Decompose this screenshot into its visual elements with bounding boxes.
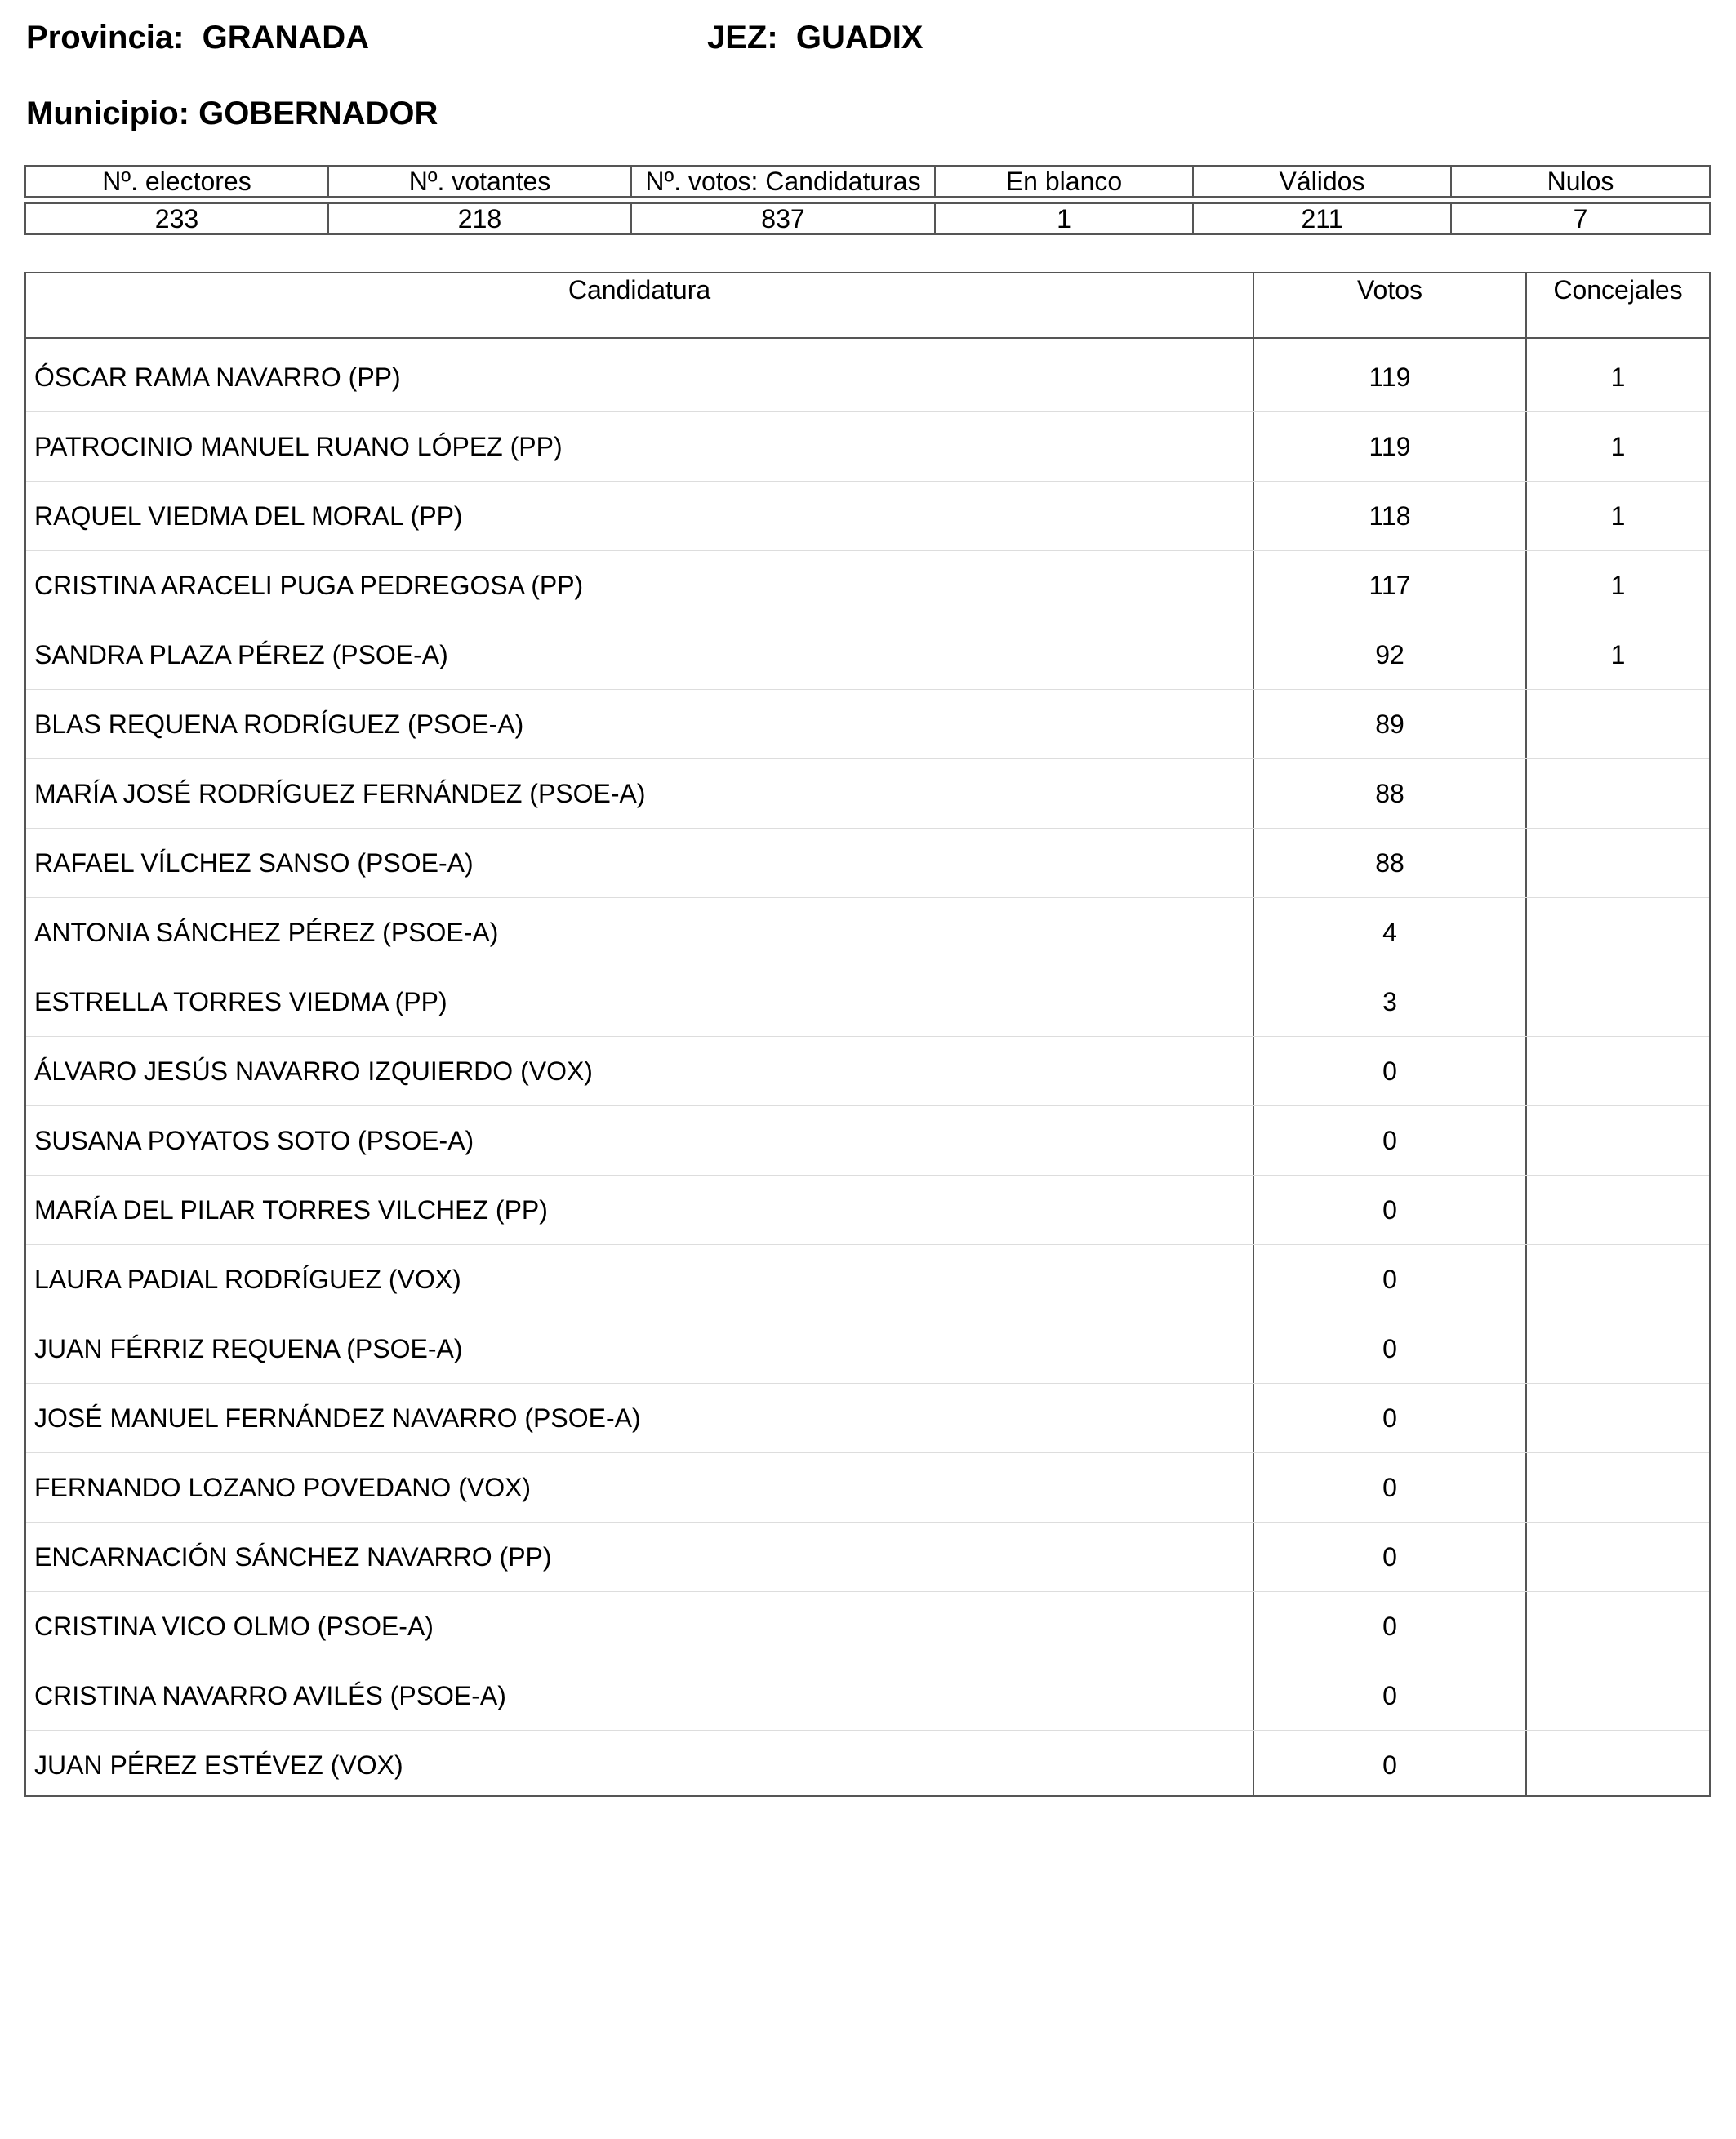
table-row: [26, 1592, 1709, 1661]
candidate-concejales: [1527, 1523, 1709, 1592]
summary-header-nulos: Nulos: [1451, 166, 1710, 197]
provincia-heading: [26, 18, 369, 57]
municipio-value: GOBERNADOR: [198, 96, 438, 131]
candidate-name: MARÍA JOSÉ RODRÍGUEZ FERNÁNDEZ (PSOE-A): [34, 779, 646, 808]
candidate-name: JUAN FÉRRIZ REQUENA (PSOE-A): [34, 1334, 463, 1363]
provincia-label: Provincia:: [26, 20, 185, 56]
summary-header-en-blanco: En blanco: [935, 166, 1193, 197]
candidate-votes: 88: [1375, 779, 1404, 808]
candidate-concejales: [1527, 1453, 1709, 1523]
candidate-concejales: [1527, 967, 1709, 1037]
candidate-votes: 119: [1369, 432, 1411, 461]
summary-value-electores: 233: [25, 203, 328, 234]
table-row: [26, 1314, 1709, 1384]
results-table: [24, 272, 1711, 1797]
candidate-concejales: [1527, 829, 1709, 898]
table-row: [26, 690, 1709, 759]
candidate-concejales: 1: [1610, 640, 1626, 669]
jez-value: GUADIX: [795, 20, 924, 56]
candidate-name: MARÍA DEL PILAR TORRES VILCHEZ (PP): [34, 1195, 548, 1225]
summary-header-votantes: Nº. votantes: [328, 166, 631, 197]
candidate-name: ÓSCAR RAMA NAVARRO (PP): [34, 362, 401, 392]
summary-header-validos: Válidos: [1193, 166, 1451, 197]
table-row: [26, 1453, 1709, 1523]
provincia-value: GRANADA: [202, 20, 370, 56]
candidate-name: CRISTINA ARACELI PUGA PEDREGOSA (PP): [34, 571, 584, 600]
summary-header-votos-candidaturas: Nº. votos: Candidaturas: [631, 166, 935, 197]
candidate-votes: 4: [1382, 918, 1397, 947]
candidate-votes: 0: [1382, 1265, 1397, 1294]
candidate-name: LAURA PADIAL RODRÍGUEZ (VOX): [34, 1265, 461, 1294]
candidate-votes: 0: [1382, 1403, 1397, 1433]
table-row: [26, 1384, 1709, 1453]
candidate-concejales: [1527, 1731, 1709, 1800]
summary-value-validos: 211: [1193, 203, 1451, 234]
table-row: [26, 1661, 1709, 1731]
candidate-name: BLAS REQUENA RODRÍGUEZ (PSOE-A): [34, 709, 524, 739]
table-row: [26, 1245, 1709, 1314]
table-row: [26, 1176, 1709, 1245]
candidate-name: JOSÉ MANUEL FERNÁNDEZ NAVARRO (PSOE-A): [34, 1403, 641, 1433]
candidate-votes: 92: [1375, 640, 1404, 669]
candidate-votes: 88: [1375, 848, 1404, 878]
candidate-name: ANTONIA SÁNCHEZ PÉREZ (PSOE-A): [34, 918, 499, 947]
candidate-votes: 118: [1369, 501, 1411, 531]
results-header-votos: Votos: [1356, 275, 1423, 305]
candidate-votes: 0: [1382, 1195, 1397, 1225]
results-header-concejales: Concejales: [1553, 275, 1683, 305]
table-row: [26, 620, 1709, 690]
summary-value-votantes: 218: [328, 203, 631, 234]
table-row: [26, 551, 1709, 620]
municipio-label: Municipio:: [26, 96, 189, 131]
candidate-concejales: [1527, 1661, 1709, 1731]
summary-table: [24, 165, 1711, 235]
candidate-concejales: [1527, 1106, 1709, 1176]
summary-gap: [25, 197, 1710, 203]
candidate-concejales: 1: [1610, 571, 1626, 600]
candidate-name: FERNANDO LOZANO POVEDANO (VOX): [34, 1473, 532, 1502]
candidate-concejales: 1: [1610, 362, 1626, 392]
summary-value-en-blanco: 1: [935, 203, 1193, 234]
candidate-concejales: 1: [1610, 432, 1626, 461]
candidate-name: SUSANA POYATOS SOTO (PSOE-A): [34, 1126, 474, 1155]
candidate-concejales: [1527, 690, 1709, 759]
candidate-name: ESTRELLA TORRES VIEDMA (PP): [34, 987, 447, 1016]
candidate-name: PATROCINIO MANUEL RUANO LÓPEZ (PP): [34, 432, 563, 461]
table-row: [26, 967, 1709, 1037]
candidate-name: RAFAEL VÍLCHEZ SANSO (PSOE-A): [34, 848, 474, 878]
candidate-votes: 0: [1382, 1750, 1397, 1780]
candidate-votes: 89: [1375, 709, 1404, 739]
candidate-votes: 117: [1369, 571, 1411, 600]
candidate-votes: 119: [1369, 362, 1411, 392]
candidate-name: ENCARNACIÓN SÁNCHEZ NAVARRO (PP): [34, 1542, 552, 1572]
table-row: [26, 759, 1709, 829]
candidate-concejales: [1527, 1037, 1709, 1106]
candidate-name: SANDRA PLAZA PÉREZ (PSOE-A): [34, 640, 448, 669]
candidate-votes: 0: [1382, 1056, 1397, 1086]
candidate-votes: 0: [1382, 1542, 1397, 1572]
table-row: [26, 1523, 1709, 1592]
candidate-concejales: [1527, 1314, 1709, 1384]
jez-heading: [707, 18, 924, 57]
table-row: [26, 343, 1709, 412]
table-row: [26, 829, 1709, 898]
candidate-name: JUAN PÉREZ ESTÉVEZ (VOX): [34, 1750, 403, 1780]
jez-label: JEZ:: [707, 20, 778, 56]
candidate-name: RAQUEL VIEDMA DEL MORAL (PP): [34, 501, 463, 531]
results-header-candidatura: Candidatura: [568, 275, 711, 305]
summary-value-votos-candidaturas: 837: [631, 203, 935, 234]
candidate-concejales: [1527, 759, 1709, 829]
summary-values-row: [25, 203, 1710, 234]
summary-header-electores: Nº. electores: [25, 166, 328, 197]
candidate-votes: 3: [1382, 987, 1397, 1016]
candidate-name: ÁLVARO JESÚS NAVARRO IZQUIERDO (VOX): [34, 1056, 593, 1086]
candidate-name: CRISTINA NAVARRO AVILÉS (PSOE-A): [34, 1681, 506, 1710]
candidate-concejales: [1527, 1176, 1709, 1245]
table-row: [26, 1106, 1709, 1176]
table-row: [26, 482, 1709, 551]
summary-header-row: [25, 166, 1710, 197]
candidate-concejales: [1527, 1245, 1709, 1314]
summary-value-nulos: 7: [1451, 203, 1710, 234]
candidate-votes: 0: [1382, 1612, 1397, 1641]
candidate-votes: 0: [1382, 1473, 1397, 1502]
table-row: [26, 1037, 1709, 1106]
candidate-votes: 0: [1382, 1334, 1397, 1363]
candidate-votes: 0: [1382, 1681, 1397, 1710]
candidate-votes: 0: [1382, 1126, 1397, 1155]
municipio-heading: [26, 94, 438, 133]
table-row: [26, 898, 1709, 967]
candidate-concejales: [1527, 1384, 1709, 1453]
candidate-concejales: [1527, 898, 1709, 967]
candidate-name: CRISTINA VICO OLMO (PSOE-A): [34, 1612, 434, 1641]
table-row: [26, 412, 1709, 482]
table-row: [26, 1731, 1709, 1800]
candidate-concejales: [1527, 1592, 1709, 1661]
candidate-concejales: 1: [1610, 501, 1626, 531]
